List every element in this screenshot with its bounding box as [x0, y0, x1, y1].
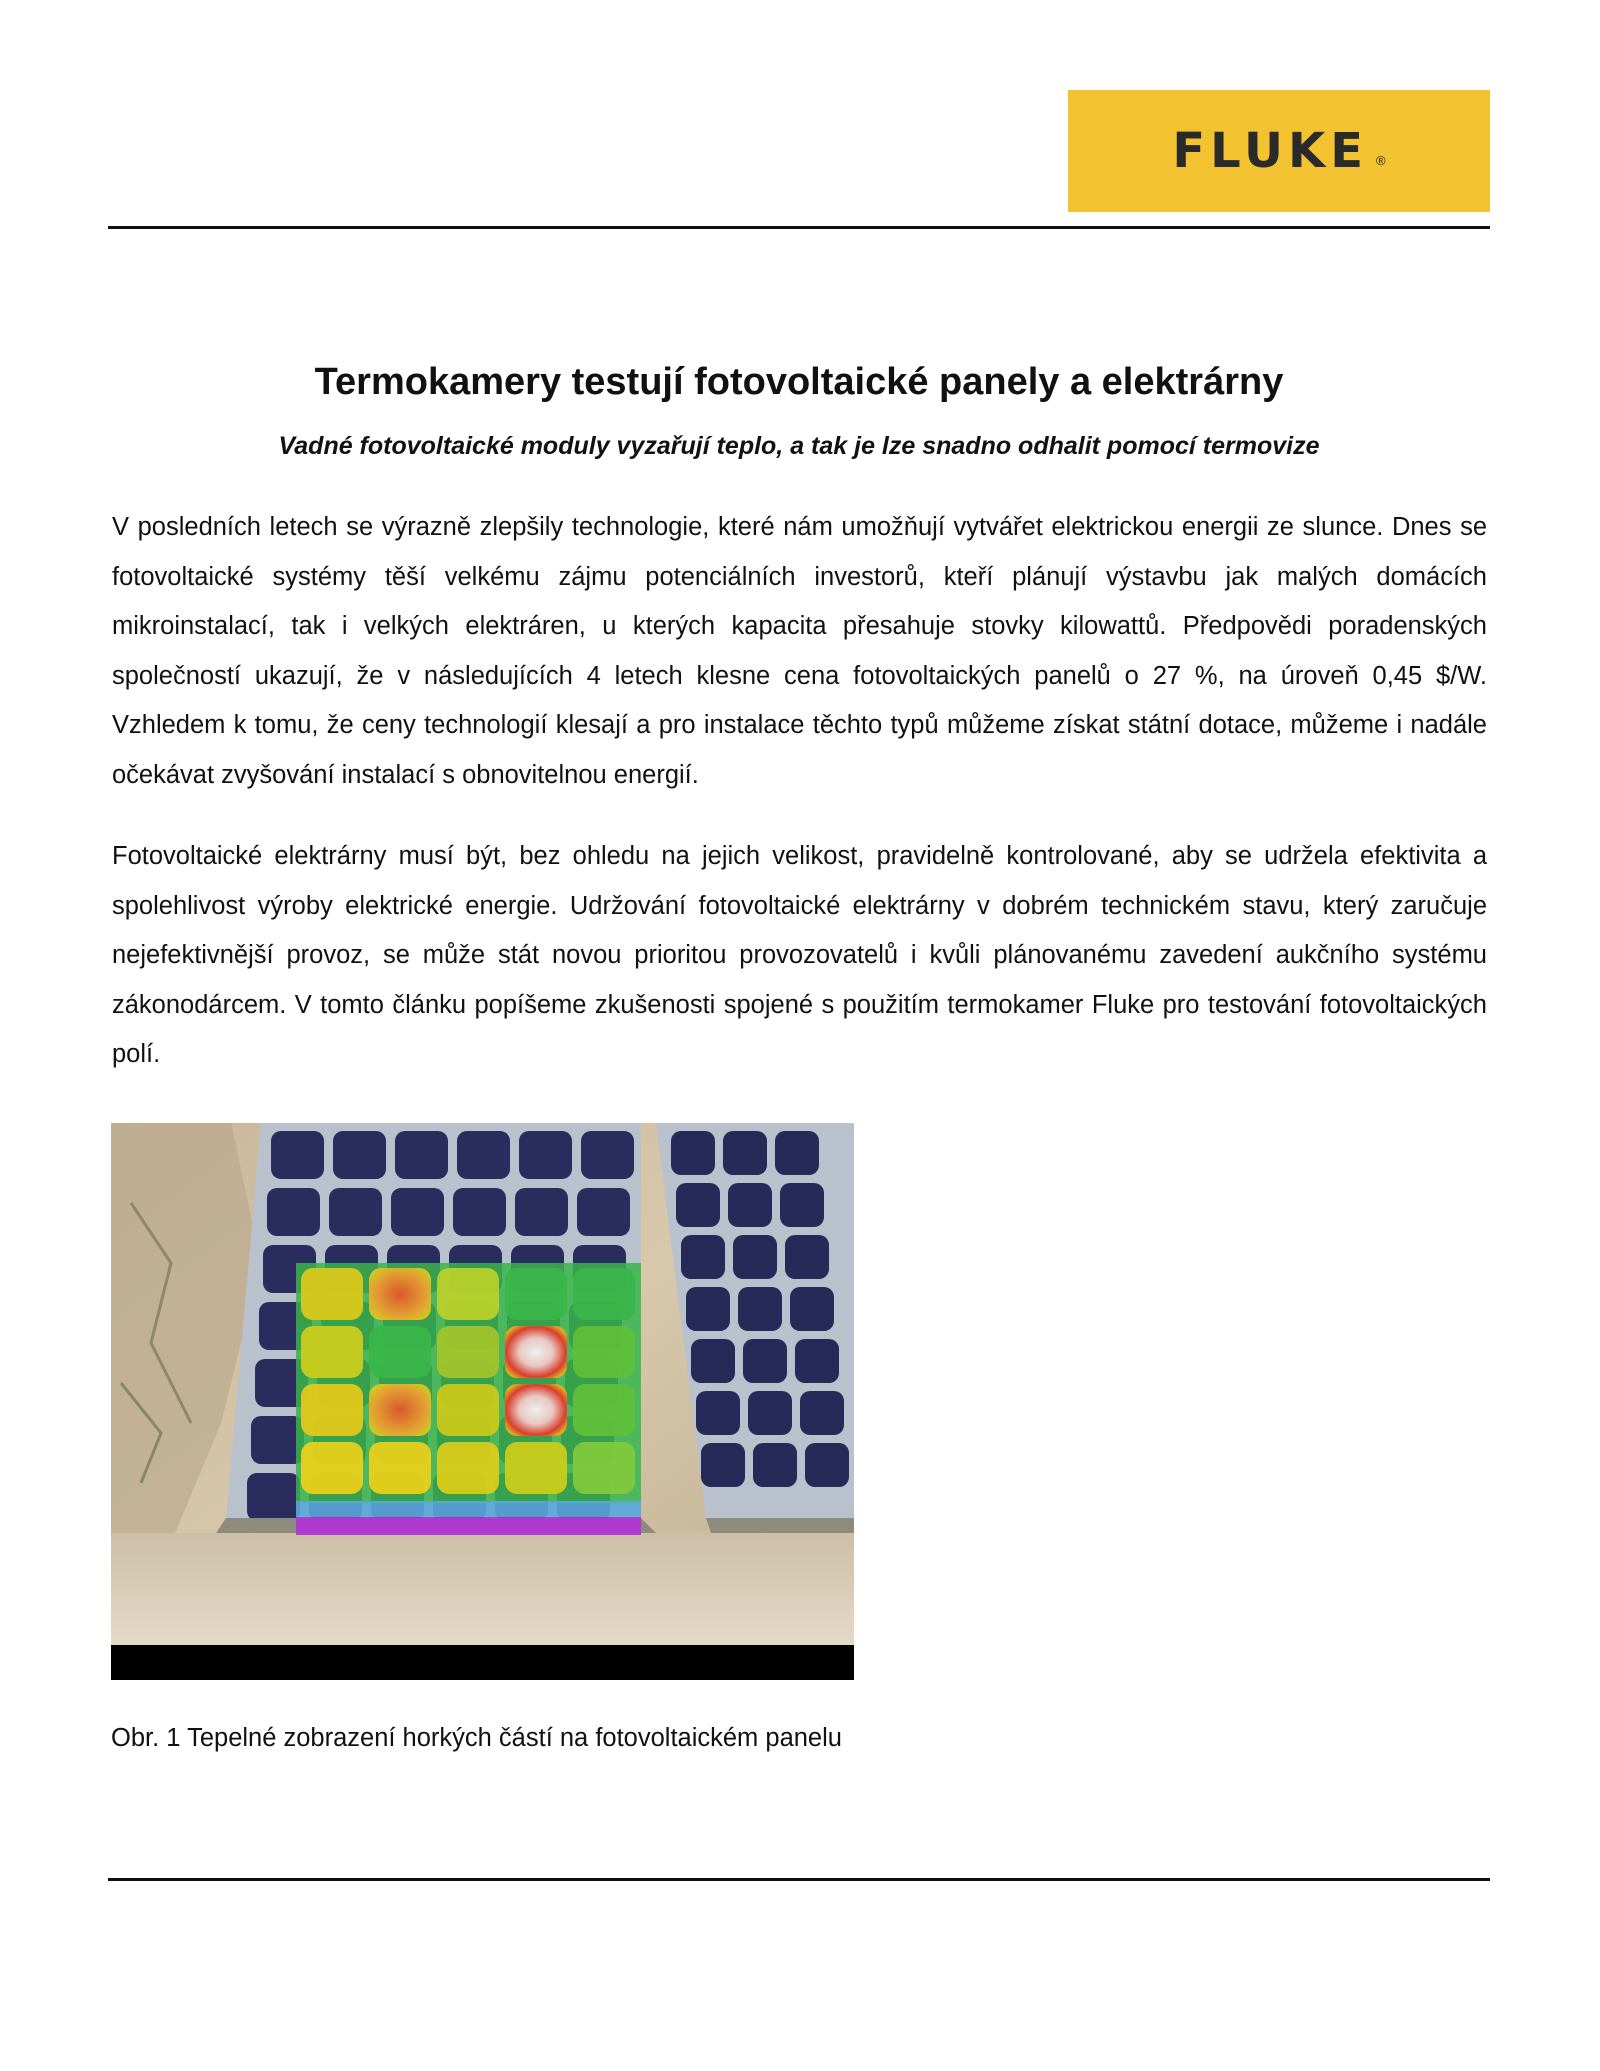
- paragraph-1: V posledních letech se výrazně zlepšily technologie, které nám umožňují vytvářet elektrickou energii ze slunce. Dnes se fotovoltaické systémy těší velkému zájmu potenciálních investorů, kteří plánují výstavbu jak malých domácích mikroinstalací, tak i velkých elektráren, u kterých kapacita přesahuje stovky kilowattů. Předpovědi poradenských společností ukazují, že v následujících 4 letech klesne cena fotovoltaických panelů o 27 %, na úroveň 0,45 $/W. Vzhledem k tomu, že ceny technologií klesají a pro instalace těchto typů můžeme získat státní dotace, můžeme i nadále očekávat zvyšování instalací s obnovitelnou energií.: [112, 513, 1487, 789]
- thermal-panel-image: [111, 1123, 854, 1680]
- registered-mark: ®: [1376, 152, 1386, 168]
- header-divider: [108, 226, 1490, 229]
- footer-divider: [108, 1878, 1490, 1881]
- figure-caption: Obr. 1 Tepelné zobrazení horkých částí na fotovoltaickém panelu: [111, 1724, 842, 1752]
- image-bottom-bar: [111, 1645, 854, 1680]
- fluke-logo: [1068, 90, 1490, 212]
- article-title: Termokamery testují fotovoltaické panely a elektrárny: [314, 361, 1284, 403]
- paragraph-2: Fotovoltaické elektrárny musí být, bez ohledu na jejich velikost, pravidelně kontrolované, aby se udržela efektivita a spolehlivost výroby elektrické energie. Udržování fotovoltaické elektrárny v dobrém technickém stavu, který zaručuje nejefektivnější provoz, se může stát novou prioritou provozovatelů i kvůli plánovanému zavedení aukčního systému zákonodárcem. V tomto článku popíšeme zkušenosti spojené s použitím termokamer Fluke pro testování fotovoltaických polí.: [112, 842, 1487, 1068]
- thermal-image-figure: [111, 1123, 854, 1680]
- logo-wordmark: FLUKE: [1172, 123, 1369, 179]
- thermal-overlay: [296, 1263, 641, 1535]
- article-subtitle: Vadné fotovoltaické moduly vyzařují teplo, a tak je lze snadno odhalit pomocí termovize: [278, 432, 1320, 460]
